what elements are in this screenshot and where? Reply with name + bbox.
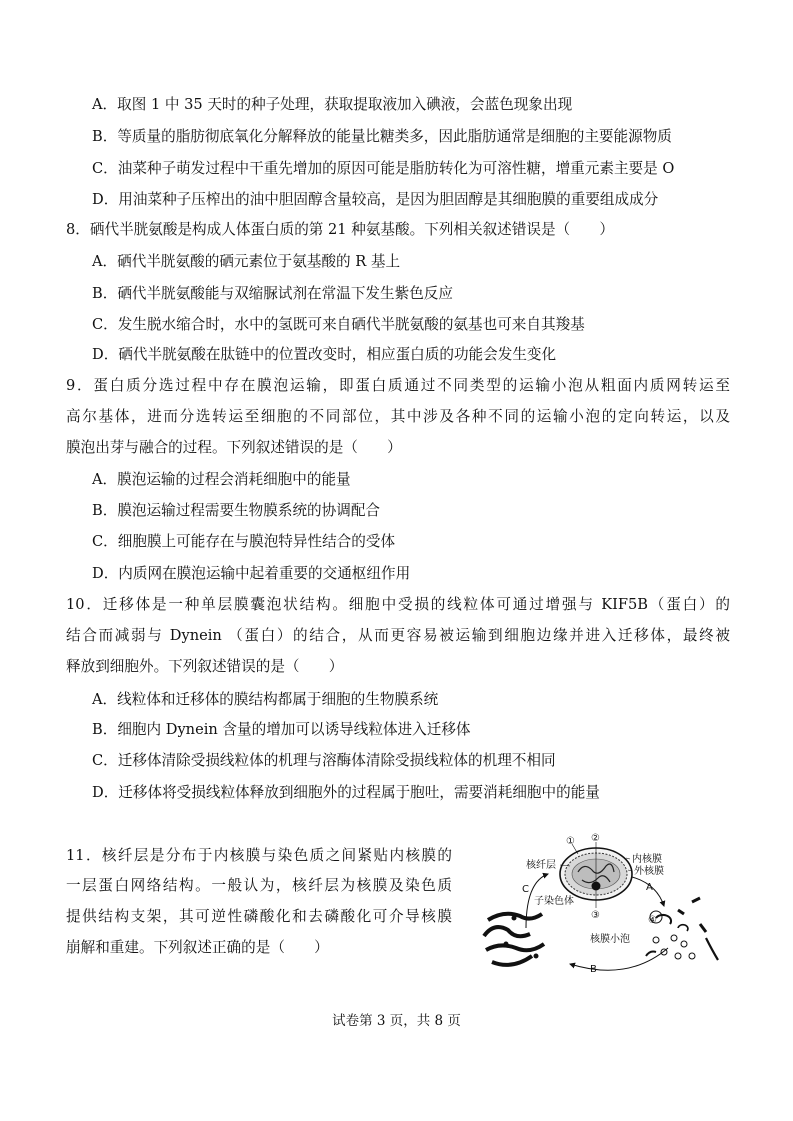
q9-option-d: D．内质网在膜泡运输中起着重要的交通枢纽作用 — [92, 565, 411, 582]
q9-option-a: A．膜泡运输的过程会消耗细胞中的能量 — [92, 471, 351, 488]
label-4: ④ — [648, 915, 657, 926]
label-arrow-b: B — [590, 964, 597, 975]
q8-option-d: D．硒代半胱氨酸在肽链中的位置改变时，相应蛋白质的功能会发生变化 — [92, 346, 557, 363]
label-lamina: 核纤层 — [526, 860, 556, 871]
q9-stem-line-2: 高尔基体，进而分选转运至细胞的不同部位，其中涉及各种不同的运输小泡的定向转运，以及 — [66, 408, 730, 425]
label-3: ③ — [591, 910, 600, 921]
q10-option-b: B．细胞内 Dynein 含量的增加可以诱导线粒体进入迁移体 — [92, 721, 471, 738]
daughter-chromosomes-illustration — [484, 914, 544, 965]
q7-option-b: B．等质量的脂肪彻底氧化分解释放的能量比糖类多，因此脂肪通常是细胞的主要能源物质 — [92, 128, 672, 145]
q7-option-a: A．取图 1 中 35 天时的种子处理，获取提取液加入碘液，会蓝色现象出现 — [92, 96, 573, 113]
q11-stem-line-4: 崩解和重建。下列叙述正确的是（ ） — [66, 939, 329, 956]
label-outer-membrane: 外核膜 — [634, 866, 664, 877]
q8-option-a: A．硒代半胱氨酸的硒元素位于氨基酸的 R 基上 — [92, 253, 401, 270]
label-nuclear-vesicle: 核膜小泡 — [590, 934, 630, 945]
q9-option-b: B．膜泡运输过程需要生物膜系统的协调配合 — [92, 502, 381, 519]
q10-option-d: D．迁移体将受损线粒体释放到细胞外的过程属于胞吐，需要消耗细胞中的能量 — [92, 784, 600, 801]
q10-option-a: A．线粒体和迁移体的膜结构都属于细胞的生物膜系统 — [92, 691, 439, 708]
nuclear-lamina-diagram — [478, 832, 732, 978]
q11-stem-line-2: 一层蛋白网络结构。一般认为，核纤层为核膜及染色质 — [66, 877, 452, 894]
q11-stem-line-1: 11．核纤层是分布于内核膜与染色质之间紧贴内核膜的 — [66, 847, 452, 864]
q9-option-c: C．细胞膜上可能存在与膜泡特异性结合的受体 — [92, 533, 396, 550]
label-daughter-chromosome: 子染色体 — [534, 896, 574, 907]
q9-stem-line-1: 9．蛋白质分选过程中存在膜泡运输，即蛋白质通过不同类型的运输小泡从粗面内质网转运至 — [66, 377, 730, 394]
q10-stem-line-1: 10．迁移体是一种单层膜囊泡状结构。细胞中受损的线粒体可通过增强与 KIF5B（蛋白）的 — [66, 596, 730, 613]
q10-stem-line-2: 结合而减弱与 Dynein （蛋白）的结合，从而更容易被运输到细胞边缘并进入迁移体，最终被 — [66, 627, 730, 644]
q10-stem-line-3: 释放到细胞外。下列叙述错误的是（ ） — [66, 658, 344, 675]
q8-option-c: C．发生脱水缩合时，水中的氢既可来自硒代半胱氨酸的氨基也可来自其羧基 — [92, 316, 585, 333]
label-2: ② — [591, 833, 600, 844]
label-arrow-c: C — [522, 884, 529, 895]
q9-stem-line-3: 膜泡出芽与融合的过程。下列叙述错误的是（ ） — [66, 439, 402, 456]
q7-option-c: C．油菜种子萌发过程中干重先增加的原因可能是脂肪转化为可溶性糖，增重元素主要是 O — [92, 160, 675, 177]
q11-stem-line-3: 提供结构支架，其可逆性磷酸化和去磷酸化可介导核膜 — [66, 908, 452, 925]
nuclear-vesicles-illustration — [646, 898, 718, 960]
page-footer: 试卷第 3 页，共 8 页 — [332, 1013, 461, 1029]
label-arrow-a: A — [646, 882, 653, 893]
q8-option-b: B．硒代半胱氨酸能与双缩脲试剂在常温下发生紫色反应 — [92, 285, 453, 302]
q10-option-c: C．迁移体清除受损线粒体的机理与溶酶体清除受损线粒体的机理不相同 — [92, 752, 556, 769]
q8-stem: 8．硒代半胱氨酸是构成人体蛋白质的第 21 种氨基酸。下列相关叙述错误是（ ） — [66, 221, 614, 238]
label-1: ① — [566, 836, 575, 847]
q7-option-d: D．用油菜种子压榨出的油中胆固醇含量较高，是因为胆固醇是其细胞膜的重要组成成分 — [92, 191, 659, 208]
label-inner-membrane: 内核膜 — [632, 854, 662, 865]
